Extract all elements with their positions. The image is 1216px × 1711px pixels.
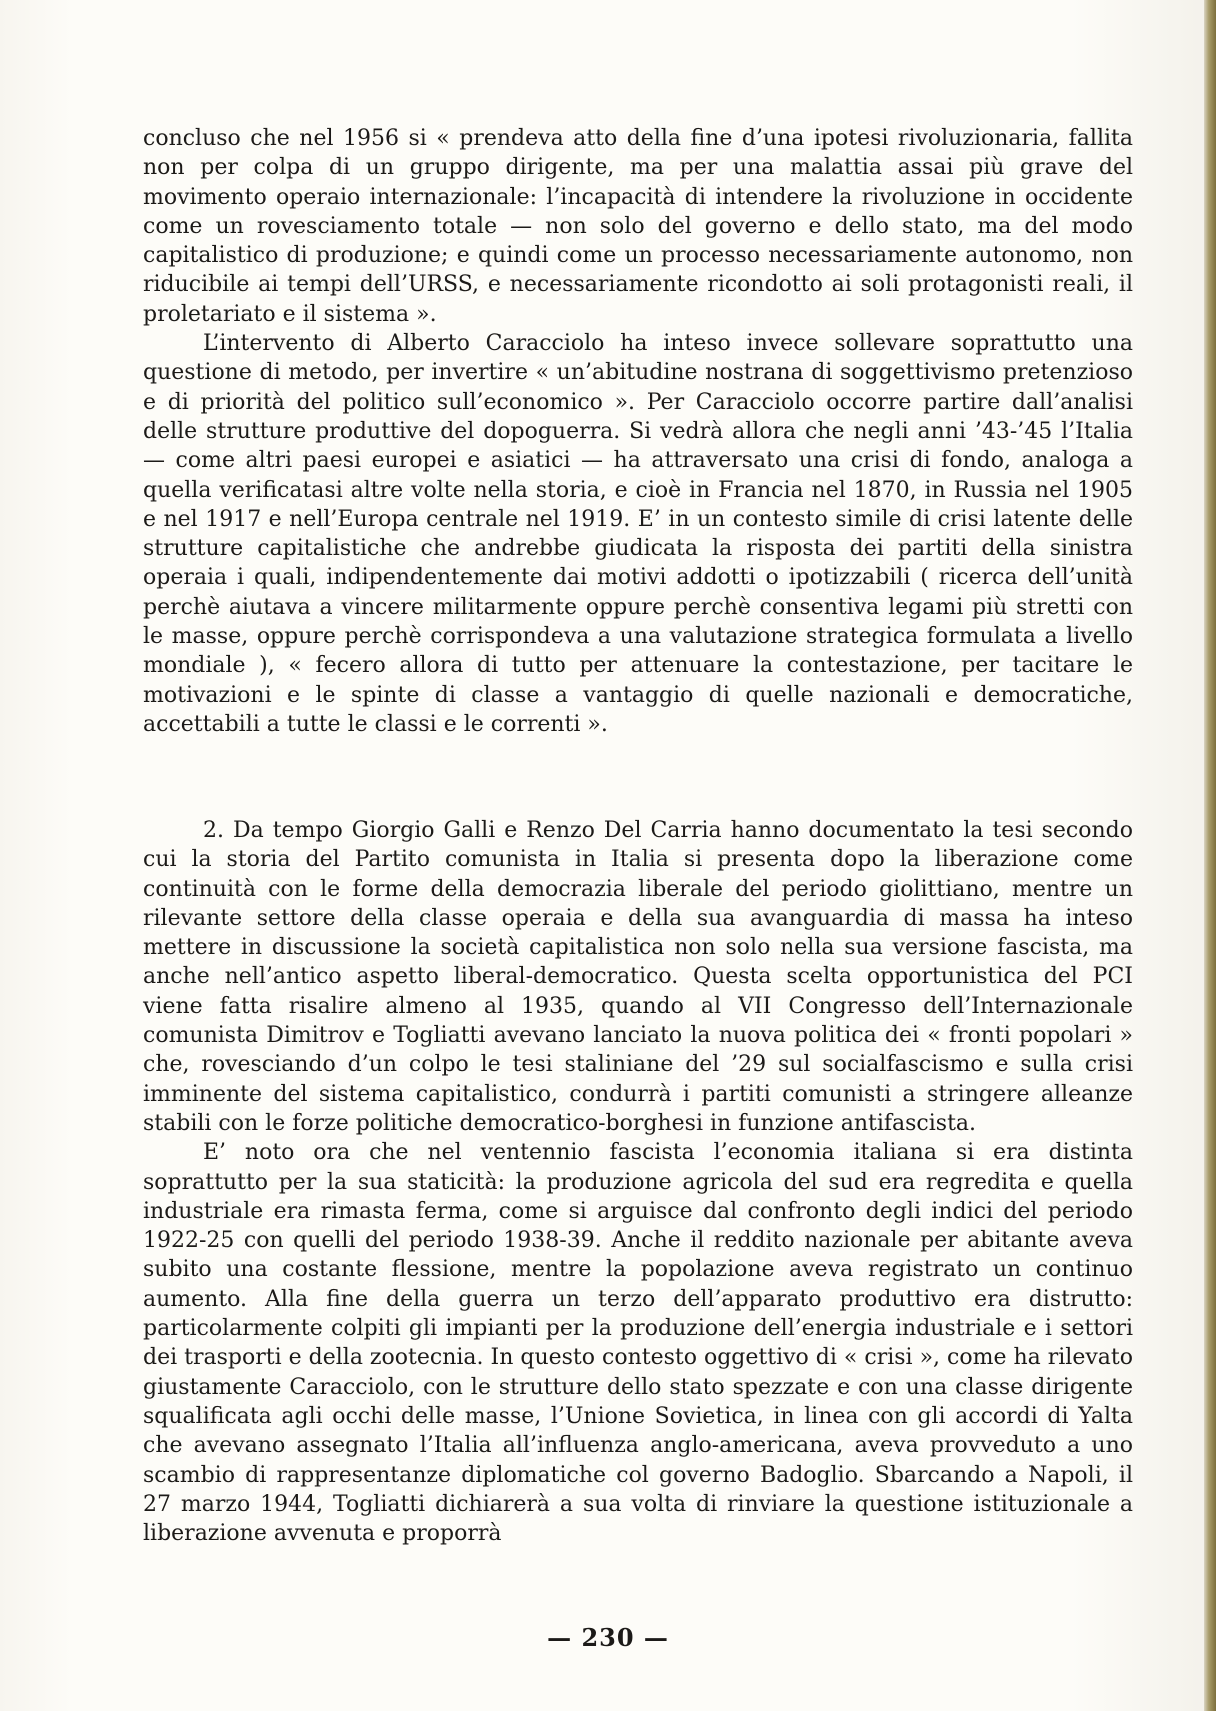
paragraph-caracciolo: L’intervento di Alberto Caracciolo ha inteso invece sollevare soprattutto una questione di metodo, per invertire « un’abitudine nostrana di soggettivismo pretenzioso e di priorità del politico sull’economico ». Per Caracciolo occorre partire dall’analisi delle strutture produttive del dopoguerra. Si vedrà allora che negli anni ’43-’45 l’Italia — come altri paesi europei e asiatici — ha attraversato una crisi di fondo, analoga a quella verificatasi altre volte nella storia, e cioè in Francia nel 1870, in Russia nel 1905 e nel 1917 e nell’Europa centrale nel 1919. E’ in un contesto simile di crisi latente delle strutture capitalistiche che andrebbe giudicata la risposta dei partiti della sinistra operaia i quali, indipendentemente dai motivi addotti o ipotizzabili ( ricerca dell’unità perchè aiutava a vincere militarmente oppure perchè consentiva legami più stretti con le masse, oppure perchè corrispondeva a una valutazione strategica formulata a livello mondiale ), « fecero allora di tutto per attenuare la contestazione, per tacitare le motivazioni e le spinte di classe a vantaggio di quelle nazionali e democratiche, accettabili a tutte le classi e le correnti ». [143,331,1133,737]
page-number: — 230 — [547,1623,669,1652]
paragraph-section-2: 2. Da tempo Giorgio Galli e Renzo Del Carria hanno documentato la tesi secondo cui la storia del Partito comunista in Italia si presenta dopo la liberazione come continuità con le forme della democrazia liberale del periodo giolittiano, mentre un rilevante settore della classe operaia e della sua avanguardia di massa ha inteso mettere in discussione la società capitalistica non solo nella sua versione fascista, ma anche nell’antico aspetto liberal-democratico. Questa scelta opportunistica del PCI viene fatta risalire almeno al 1935, quando al VII Congresso dell’Internazionale comunista Dimitrov e Togliatti avevano lanciato la nuova politica dei « fronti popolari » che, rovesciando d’un colpo le tesi staliniane del ’29 sul socialfascismo e sulla crisi imminente del sistema capitalistico, condurrà i partiti comunisti a stringere alleanze stabili con le forze politiche democratico-borghesi in funzione antifascista. [143,818,1133,1136]
paragraph-ventennio: E’ noto ora che nel ventennio fascista l’economia italiana si era distinta soprattutto per la sua staticità: la produzione agricola del sud era regredita e quella industriale era rimasta ferma, come si arguisce dal confronto degli indici del periodo 1922-25 con quelli del periodo 1938-39. Anche il reddito nazionale per abitante aveva subito una costante flessione, mentre la popolazione aveva registrato un continuo aumento. Alla fine della guerra un terzo dell’apparato produttivo era distrutto: particolarmente colpiti gli impianti per la produzione dell’energia industriale e i settori dei trasporti e della zootecnia. In questo contesto oggettivo di « crisi », come ha rilevato giustamente Caracciolo, con le strutture dello stato spezzate e con una classe dirigente squalificata agli occhi delle masse, l’Unione Sovietica, in linea con gli accordi di Yalta che avevano assegnato l’Italia all’influenza anglo-americana, aveva provveduto a uno scambio di rappresentanze diplomatiche col governo Badoglio. Sbarcando a Napoli, il 27 marzo 1944, Togliatti dichiarerà a sua volta di rinviare la questione istituzionale a liberazione avvenuta e proporrà [143,1140,1133,1547]
text-section-1 [143,124,1133,739]
text-section-2 [143,816,1133,1548]
paragraph-continuation: concluso che nel 1956 si « prendeva atto della fine d’una ipotesi rivoluzionaria, fallita non per colpa di un gruppo dirigente, ma per una malattia assai più grave del movimento operaio internazionale: l’incapacità di intendere la rivoluzione in occidente come un rovesciamento totale — non solo del governo e dello stato, ma del modo capitalistico di produzione; e quindi come un processo necessariamente autonomo, non riducibile ai tempi dell’URSS, e necessariamente ricondotto ai soli protagonisti reali, il proletariato e il sistema ». [143,126,1133,327]
page-binding-edge [1204,0,1216,1711]
